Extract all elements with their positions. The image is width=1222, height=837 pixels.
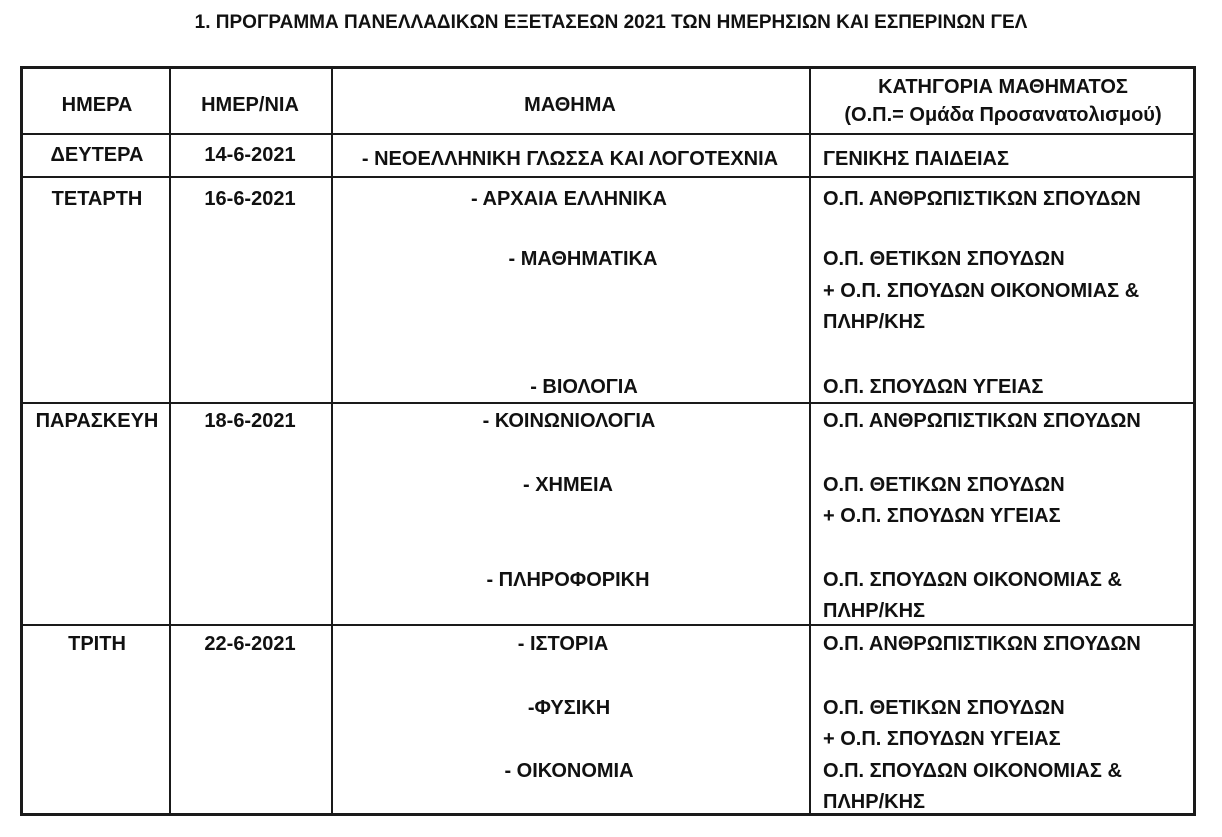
subject-name: - ΝΕΟΕΛΛΗΝΙΚΗ ΓΛΩΣΣΑ ΚΑΙ ΛΟΓΟΤΕΧΝΙΑ <box>361 148 779 170</box>
subject-category: + Ο.Π. ΣΠΟΥΔΩΝ ΥΓΕΙΑΣ <box>823 505 1061 527</box>
subject-name: - ΧΗΜΕΙΑ <box>523 474 613 496</box>
subject-name: - ΚΟΙΝΩΝΙΟΛΟΓΙΑ <box>482 410 656 432</box>
row-day: ΠΑΡΑΣΚΕΥΗ <box>35 410 159 432</box>
row-date: 16-6-2021 <box>204 188 296 210</box>
subject-category: + Ο.Π. ΣΠΟΥΔΩΝ ΟΙΚΟΝΟΜΙΑΣ & <box>823 280 1140 302</box>
subject-category: Ο.Π. ΑΝΘΡΩΠΙΣΤΙΚΩΝ ΣΠΟΥΔΩΝ <box>823 633 1141 655</box>
row-date: 14-6-2021 <box>204 144 296 166</box>
row-day: ΤΕΤΑΡΤΗ <box>51 188 143 210</box>
column-divider <box>809 69 811 813</box>
subject-category: Ο.Π. ΘΕΤΙΚΩΝ ΣΠΟΥΔΩΝ <box>823 248 1065 270</box>
subject-name: - ΒΙΟΛΟΓΙΑ <box>530 376 638 398</box>
subject-category: Ο.Π. ΣΠΟΥΔΩΝ ΥΓΕΙΑΣ <box>823 376 1044 398</box>
column-divider <box>331 69 333 813</box>
header-category: ΚΑΤΗΓΟΡΙΑ ΜΑΘΗΜΑΤΟΣ <box>878 76 1128 98</box>
column-divider <box>169 69 171 813</box>
document-title: 1. ΠΡΟΓΡΑΜΜΑ ΠΑΝΕΛΛΑΔΙΚΩΝ ΕΞΕΤΑΣΕΩΝ 2021 ΤΩΝ ΗΜΕΡΗΣΙΩΝ ΚΑΙ ΕΣΠΕΡΙΝΩΝ ΓΕΛ <box>194 12 1028 33</box>
row-divider <box>23 176 1193 178</box>
subject-name: - ΟΙΚΟΝΟΜΙΑ <box>504 760 634 782</box>
row-day: ΤΡΙΤΗ <box>68 633 126 655</box>
row-divider <box>23 402 1193 404</box>
header-category-note: (Ο.Π.= Ομάδα Προσανατολισμού) <box>844 104 1162 126</box>
subject-category: Ο.Π. ΣΠΟΥΔΩΝ ΟΙΚΟΝΟΜΙΑΣ & <box>823 760 1122 782</box>
subject-category: ΠΛΗΡ/ΚΗΣ <box>823 600 926 622</box>
exam-schedule-table <box>20 66 1196 816</box>
subject-name: - ΠΛΗΡΟΦΟΡΙΚΗ <box>486 569 650 591</box>
row-date: 18-6-2021 <box>204 410 296 432</box>
row-date: 22-6-2021 <box>204 633 296 655</box>
subject-category: ΠΛΗΡ/ΚΗΣ <box>823 791 926 813</box>
subject-category: + Ο.Π. ΣΠΟΥΔΩΝ ΥΓΕΙΑΣ <box>823 728 1061 750</box>
row-divider <box>23 624 1193 626</box>
subject-name: -ΦΥΣΙΚΗ <box>527 697 611 719</box>
header-date: ΗΜΕΡ/ΝΙΑ <box>201 94 299 116</box>
subject-name: - ΑΡΧΑΙΑ ΕΛΛΗΝΙΚΑ <box>471 188 667 210</box>
subject-name: - ΜΑΘΗΜΑΤΙΚΑ <box>508 248 658 270</box>
header-subject: ΜΑΘΗΜΑ <box>524 94 616 116</box>
header-day: ΗΜΕΡΑ <box>61 94 133 116</box>
subject-category: Ο.Π. ΑΝΘΡΩΠΙΣΤΙΚΩΝ ΣΠΟΥΔΩΝ <box>823 188 1141 210</box>
subject-category: Ο.Π. ΘΕΤΙΚΩΝ ΣΠΟΥΔΩΝ <box>823 697 1065 719</box>
subject-category: ΓΕΝΙΚΗΣ ΠΑΙΔΕΙΑΣ <box>823 148 1009 170</box>
subject-name: - ΙΣΤΟΡΙΑ <box>517 633 609 655</box>
subject-category: Ο.Π. ΣΠΟΥΔΩΝ ΟΙΚΟΝΟΜΙΑΣ & <box>823 569 1122 591</box>
subject-category: Ο.Π. ΘΕΤΙΚΩΝ ΣΠΟΥΔΩΝ <box>823 474 1065 496</box>
row-divider <box>23 133 1193 135</box>
subject-category: ΠΛΗΡ/ΚΗΣ <box>823 311 926 333</box>
subject-category: Ο.Π. ΑΝΘΡΩΠΙΣΤΙΚΩΝ ΣΠΟΥΔΩΝ <box>823 410 1141 432</box>
row-day: ΔΕΥΤΕΡΑ <box>50 144 144 166</box>
